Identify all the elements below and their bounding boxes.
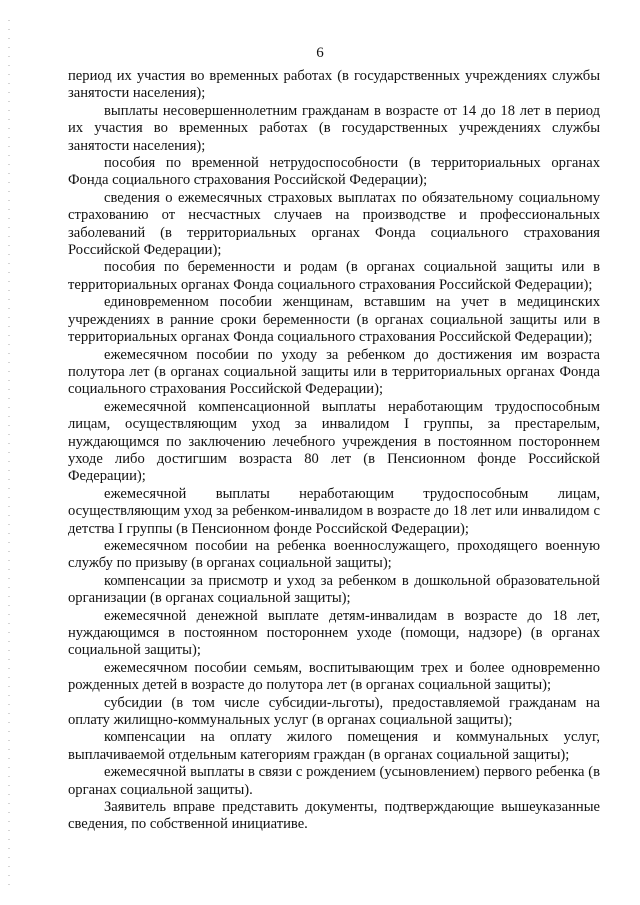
paragraph: ежемесячном пособии семьям, воспитывающим трех и более одновременно рожденных детей в возрасте до полутора лет (в органах социальной защиты); — [68, 659, 600, 694]
paragraph: сведения о ежемесячных страховых выплатах по обязательному социальному страхованию от несчастных случаев на производстве и профессиональных заболеваний (в территориальных органах Фонда социального страхования Российской Федерации); — [68, 189, 600, 259]
paragraph: ежемесячной компенсационной выплаты неработающим трудоспособным лицам, осуществляющим уход за инвалидом I группы, за престарелым, нуждающимся по заключению лечебного учреждения в постоянном постороннем уходе либо достигшим возраста 80 лет (в Пенсионном фонде Российской Федерации); — [68, 398, 600, 485]
paragraph: пособия по беременности и родам (в органах социальной защиты или в территориальных органах Фонда социального страхования Российской Федерации); — [68, 259, 600, 293]
paragraph: ежемесячном пособии по уходу за ребенком до достижения им возраста полутора лет (в органах социальной защиты или в территориальных органах Фонда социального страхования Российской Федерации); — [68, 346, 600, 398]
page-number: 6 — [316, 45, 324, 61]
paragraph: единовременном пособии женщинам, вставшим на учет в медицинских учреждениях в ранние сроки беременности (в органах социальной защиты или в территориальных органах Фонда социального страхования Российской Федерации); — [68, 294, 600, 346]
paragraph: ежемесячной денежной выплате детям-инвалидам в возрасте до 18 лет, нуждающимся в постоянном постороннем уходе (помощи, надзоре) (в органах социальной защиты); — [68, 607, 600, 659]
paragraph: выплаты несовершеннолетним гражданам в возрасте от 14 до 18 лет в период их участия во временных работах (в государственных учреждениях службы занятости населения); — [68, 102, 600, 154]
paragraph: ежемесячной выплаты неработающим трудоспособным лицам, осуществляющим уход за ребенком-инвалидом в возрасте до 18 лет или инвалидом с детства I группы (в Пенсионном фонде Российской Федерации); — [68, 485, 600, 537]
paragraph: ежемесячном пособии на ребенка военнослужащего, проходящего военную службу по призыву (в органах социальной защиты); — [68, 537, 600, 572]
document-body — [68, 68, 600, 834]
paragraph: пособия по временной нетрудоспособности (в территориальных органах Фонда социального страхования Российской Федерации); — [68, 155, 600, 189]
paragraph: компенсации за присмотр и уход за ребенком в дошкольной образовательной организации (в органах социальной защиты); — [68, 572, 600, 607]
paragraph: Заявитель вправе представить документы, подтверждающие вышеуказанные сведения, по собственной инициативе. — [68, 799, 600, 833]
margin-dot-rule — [8, 20, 10, 890]
paragraph: ежемесячной выплаты в связи с рождением (усыновлением) первого ребенка (в органах социальной защиты). — [68, 764, 600, 798]
paragraph: субсидии (в том числе субсидии-льготы), предоставляемой гражданам на оплату жилищно-коммунальных услуг (в органах социальной защиты); — [68, 694, 600, 729]
paragraph: компенсации на оплату жилого помещения и коммунальных услуг, выплачиваемой отдельным категориям граждан (в органах социальной защиты); — [68, 729, 600, 763]
paragraph: период их участия во временных работах (в государственных учреждениях службы занятости населения); — [68, 68, 600, 102]
